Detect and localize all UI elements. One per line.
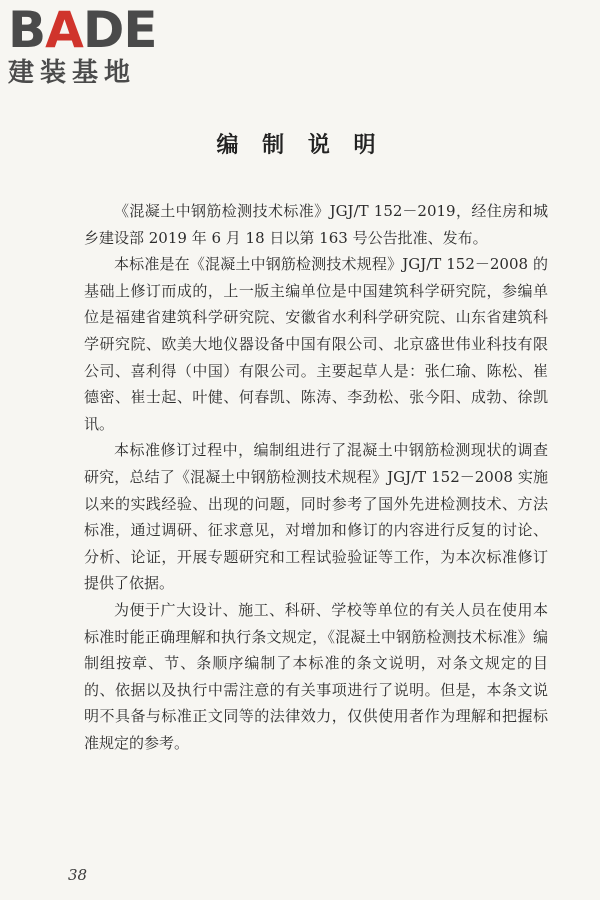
logo-wordmark — [8, 1, 178, 59]
logo-subtitle: 建装基地 — [8, 58, 137, 88]
page-number: 38 — [68, 866, 88, 884]
paragraph-revision-history: 本标准是在《混凝土中钢筋检测技术规程》JGJ/T 152－2008 的基础上修订而成的，上一版主编单位是中国建筑科学研究院，参编单位是福建省建筑科学研究院、安徽省水利科学研究院、山东省建筑科学研究院、欧美大地仪器设备中国有限公司、北京盛世伟业科技有限公司、喜利得（中国）有限公司。主要起草人是：张仁瑜、陈松、崔德密、崔士起、叶健、何春凯、陈涛、李劲松、张今阳、成勃、徐凯讯。 — [84, 255, 548, 433]
bade-logo — [8, 1, 178, 88]
logo-letter-b: B — [8, 1, 46, 59]
paragraph-approval: 《混凝土中钢筋检测技术标准》JGJ/T 152－2019，经住房和城乡建设部 2019 年 6 月 18 日以第 163 号公告批准、发布。 — [84, 202, 548, 247]
logo-letters-de: DE — [82, 1, 157, 59]
paragraph-revision-process: 本标准修订过程中，编制组进行了混凝土中钢筋检测现状的调查研究，总结了《混凝土中钢筋检测技术规程》JGJ/T 152－2008 实施以来的实践经验、出现的问题，同时参考了国外先进检测技术、方法标准，通过调研、征求意见，对增加和修订的内容进行反复的讨论、分析、论证，开展专题研究和工程试验验证等工作，为本次标准修订提供了依据。 — [84, 441, 548, 593]
page-title: 编 制 说 明 — [216, 133, 384, 158]
body-text — [84, 198, 548, 756]
paragraph-explanation-purpose: 为便于广大设计、施工、科研、学校等单位的有关人员在使用本标准时能正确理解和执行条文规定，《混凝土中钢筋检测技术标准》编制组按章、节、条顺序编制了本标准的条文说明，对条文规定的目的、依据以及执行中需注意的有关事项进行了说明。但是，本条文说明不具备与标准正文同等的法律效力，仅供使用者作为理解和把握标准规定的参考。 — [84, 600, 548, 752]
logo-letter-a-accent: A — [45, 1, 83, 59]
